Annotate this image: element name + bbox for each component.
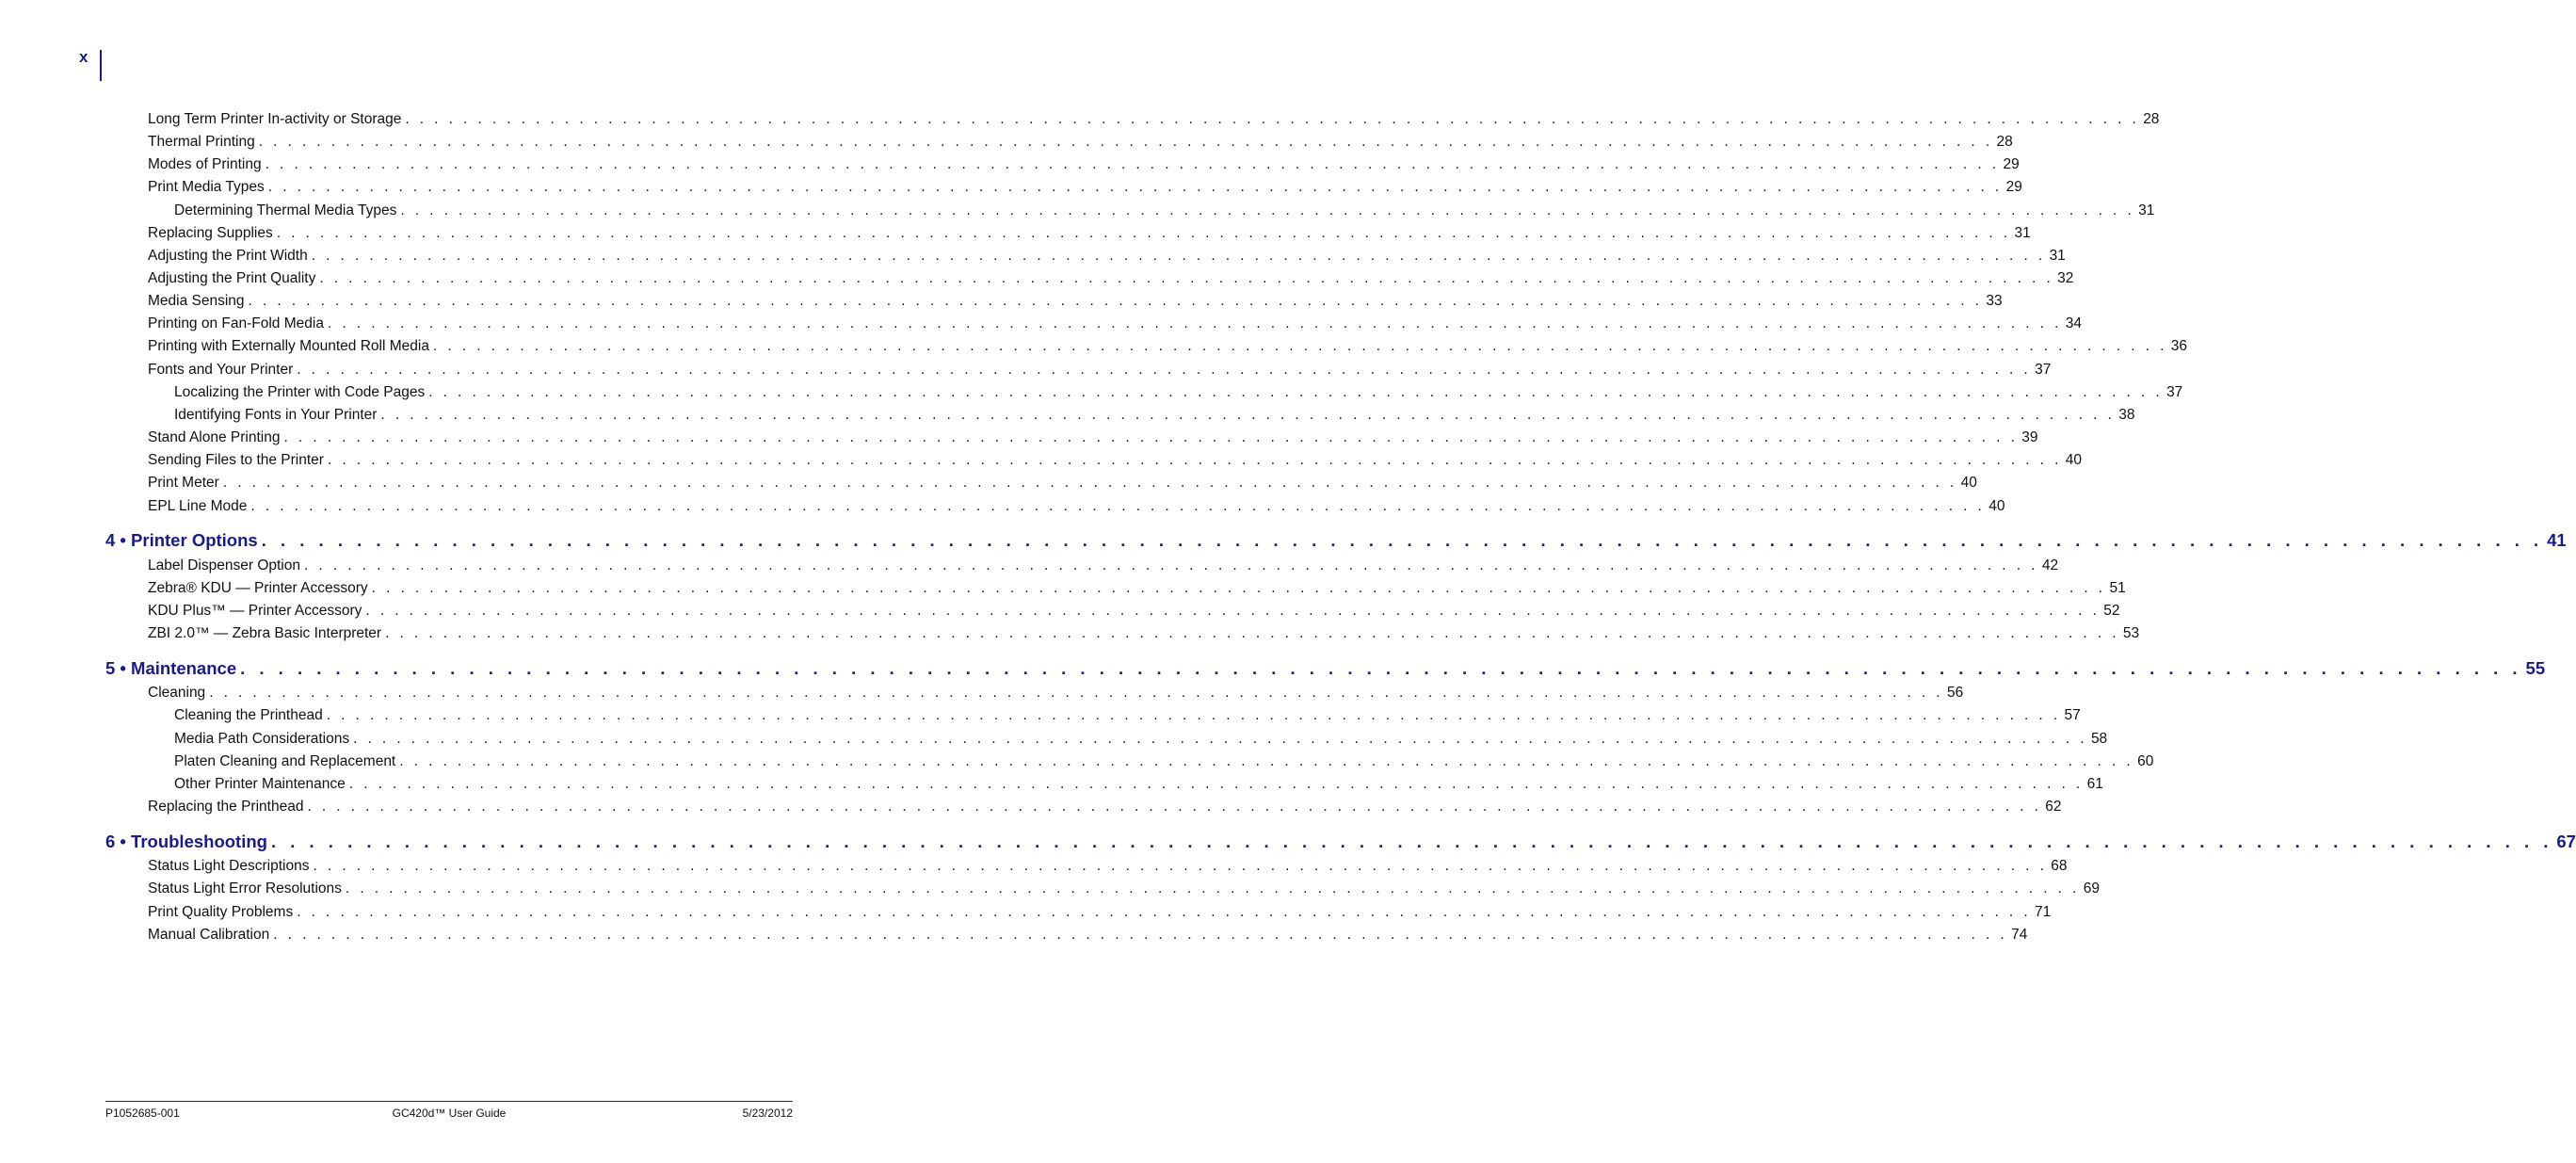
toc-entry[interactable] (148, 315, 2083, 332)
toc-entry-page: 31 (2014, 225, 2031, 241)
toc-entry-page: 38 (2118, 407, 2135, 423)
toc-entry-page: 28 (2143, 111, 2160, 127)
toc-entry-title: Manual Calibration (148, 927, 270, 943)
toc-entry-title: Replacing the Printhead (148, 799, 304, 815)
toc-entry-page: 36 (2170, 338, 2188, 354)
toc-entry-page: 39 (2021, 429, 2038, 445)
toc-entry[interactable] (148, 338, 2188, 355)
toc-dot-leader: . . . . . . . . . . . . . . . . . . . . . . . . . . . . . . . . . . . . . . . . . . . . . . . . . . . . . . . . . . . . . . . . . . . . . . . . . . . . . . . . . . . . . . . . . . . . . . . . . . . . . . . . . . . . . . . . . . . . . . . . (283, 429, 2019, 445)
toc-entry-title: Identifying Fonts in Your Printer (174, 407, 378, 423)
toc-dot-leader: . . . . . . . . . . . . . . . . . . . . . . . . . . . . . . . . . . . . . . . . . . . . . . . . . . . . . . . . . . . . . . . . . . . . . . . . . . . . . . . . . . . . . . . . . . . . . . . . . . . . . . . . . . . . . . . . . . . . . . . . (222, 475, 1957, 491)
toc-entry-page: 34 (2065, 315, 2083, 331)
toc-dot-leader: . . . . . . . . . . . . . . . . . . . . . . . . . . . . . . . . . . . . . . . . . . . . . . . . . . . . . . . . . . . . . . . . . . . . . . . . . . . . . . . . . . . . . . . . . . . . . . . . . . . . . . . . . . . . . . . . . . . . . . . . (248, 293, 1983, 309)
toc-entry-page: 40 (1988, 498, 2005, 514)
toc-entry-title: Status Light Descriptions (148, 858, 310, 874)
toc-chapter-entry[interactable] (105, 658, 2546, 679)
page-number: x (79, 48, 89, 66)
toc-entry-title: Modes of Printing (148, 156, 262, 172)
toc-entry[interactable] (148, 179, 2022, 196)
toc-entry-page: 31 (2138, 202, 2155, 218)
toc-entry[interactable] (148, 799, 2062, 816)
footer-part-number: P1052685-001 (105, 1106, 180, 1120)
toc-entry[interactable] (174, 407, 2135, 424)
toc-entry-page: 37 (2035, 362, 2052, 378)
toc-dot-leader: . . . . . . . . . . . . . . . . . . . . . . . . . . . . . . . . . . . . . . . . . . . . . . . . . . . . . . . . . . . . . . . . . . . . . . . . . . . . . . . . . . . . . . . . . . . . . . . . . . . . . . . . . . . . . . . . . . . . . . . . (250, 498, 1986, 514)
toc-entry-title: Print Media Types (148, 179, 265, 195)
toc-dot-leader: . . . . . . . . . . . . . . . . . . . . . . . . . . . . . . . . . . . . . . . . . . . . . . . . . . . . . . . . . . . . . . . . . . . . . . . . . . . . . . . . . . . . . . . . . . . . . . . . . . . . . . . . . . . . . . . . . . . . . . . . (270, 832, 2553, 851)
toc-entry-title: Localizing the Printer with Code Pages (174, 384, 426, 400)
toc-entry-page: 42 (2041, 557, 2059, 573)
toc-entry[interactable] (148, 498, 2005, 515)
toc-entry[interactable] (148, 270, 2074, 287)
toc-entry[interactable] (148, 475, 1977, 492)
toc-dot-leader: . . . . . . . . . . . . . . . . . . . . . . . . . . . . . . . . . . . . . . . . . . . . . . . . . . . . . . . . . . . . . . . . . . . . . . . . . . . . . . . . . . . . . . . . . . . . . . . . . . . . . . . . . . . . . . . . . . . . . . . . (319, 270, 2054, 286)
toc-dot-leader: . . . . . . . . . . . . . . . . . . . . . . . . . . . . . . . . . . . . . . . . . . . . . . . . . . . . . . . . . . . . . . . . . . . . . . . . . . . . . . . . . . . . . . . . . . . . . . . . . . . . . . . . . . . . . . . . . . . . . . . . (326, 707, 2061, 723)
toc-dot-leader: . . . . . . . . . . . . . . . . . . . . . . . . . . . . . . . . . . . . . . . . . . . . . . . . . . . . . . . . . . . . . . . . . . . . . . . . . . . . . . . . . . . . . . . . . . . . . . . . . . . . . . . . . . . . . . . . . . . . . . . . (261, 530, 2544, 550)
toc-entry-page: 51 (2109, 580, 2126, 596)
toc-entry[interactable] (148, 580, 2126, 597)
toc-entry-page: 61 (2086, 776, 2103, 792)
toc-entry-page: 29 (2003, 156, 2020, 172)
toc-entry-title: KDU Plus™ — Printer Accessory (148, 603, 362, 619)
toc-entry[interactable] (174, 384, 2183, 401)
toc-dot-leader: . . . . . . . . . . . . . . . . . . . . . . . . . . . . . . . . . . . . . . . . . . . . . . . . . . . . . . . . . . . . . . . . . . . . . . . . . . . . . . . . . . . . . . . . . . . . . . . . . . . . . . . . . . . . . . . . . . . . . . . . (348, 776, 2084, 792)
toc-entry-title: Printing with Externally Mounted Roll Media (148, 338, 429, 354)
toc-entry-page: 74 (2011, 927, 2028, 943)
toc-entry-title: Printing on Fan-Fold Media (148, 315, 324, 331)
toc-entry-page: 40 (2065, 452, 2083, 468)
toc-dot-leader: . . . . . . . . . . . . . . . . . . . . . . . . . . . . . . . . . . . . . . . . . . . . . . . . . . . . . . . . . . . . . . . . . . . . . . . . . . . . . . . . . . . . . . . . . . . . . . . . . . . . . . . . . . . . . . . . . . . . . . . . (209, 685, 1944, 701)
toc-entry-page: 57 (2064, 707, 2081, 723)
toc-entry-page: 53 (2122, 625, 2140, 641)
toc-entry-page: 67 (2556, 832, 2576, 851)
page-number-rule (100, 50, 102, 81)
toc-entry-title: Long Term Printer In-activity or Storage (148, 111, 402, 127)
toc-entry[interactable] (148, 293, 2003, 310)
toc-entry-title: Media Path Considerations (174, 731, 350, 747)
toc-entry-title: Cleaning the Printhead (174, 707, 323, 723)
toc-chapter-entry[interactable] (105, 530, 2567, 551)
toc-entry-title: Determining Thermal Media Types (174, 202, 397, 218)
toc-entry-page: 29 (2005, 179, 2022, 195)
toc-dot-leader: . . . . . . . . . . . . . . . . . . . . . . . . . . . . . . . . . . . . . . . . . . . . . . . . . . . . . . . . . . . . . . . . . . . . . . . . . . . . . . . . . . . . . . . . . . . . . . . . . . . . . . . . . . . . . . . . . . . . . . . . (276, 225, 2011, 241)
toc-entry-title: Thermal Printing (148, 134, 255, 150)
toc-entry-title: EPL Line Mode (148, 498, 248, 514)
toc-entry-page: 41 (2547, 530, 2567, 550)
toc-entry[interactable] (174, 202, 2155, 219)
toc-dot-leader: . . . . . . . . . . . . . . . . . . . . . . . . . . . . . . . . . . . . . . . . . . . . . . . . . . . . . . . . . . . . . . . . . . . . . . . . . . . . . . . . . . . . . . . . . . . . . . . . . . . . . . . . . . . . . . . . . . . . . . . . (267, 179, 2003, 195)
toc-dot-leader: . . . . . . . . . . . . . . . . . . . . . . . . . . . . . . . . . . . . . . . . . . . . . . . . . . . . . . . . . . . . . . . . . . . . . . . . . . . . . . . . . . . . . . . . . . . . . . . . . . . . . . . . . . . . . . . . . . . . . . . . (297, 904, 2032, 920)
footer-rule (105, 1101, 793, 1102)
toc-dot-leader: . . . . . . . . . . . . . . . . . . . . . . . . . . . . . . . . . . . . . . . . . . . . . . . . . . . . . . . . . . . . . . . . . . . . . . . . . . . . . . . . . . . . . . . . . . . . . . . . . . . . . . . . . . . . . . . . . . . . . . . . (428, 384, 2164, 400)
toc-entry[interactable] (148, 603, 2120, 620)
toc-entry-page: 62 (2045, 799, 2062, 815)
toc-entry-title: Media Sensing (148, 293, 245, 309)
toc-entry-title: Platen Cleaning and Replacement (174, 753, 396, 769)
toc-entry[interactable] (174, 776, 2103, 793)
toc-entry-page: 37 (2166, 384, 2183, 400)
toc-entry-title: Adjusting the Print Quality (148, 270, 316, 286)
toc-entry[interactable] (148, 880, 2100, 897)
toc-entry-title: Print Quality Problems (148, 904, 294, 920)
toc-entry[interactable] (174, 753, 2154, 770)
toc-entry-page: 31 (2049, 248, 2066, 264)
toc-dot-leader: . . . . . . . . . . . . . . . . . . . . . . . . . . . . . . . . . . . . . . . . . . . . . . . . . . . . . . . . . . . . . . . . . . . . . . . . . . . . . . . . . . . . . . . . . . . . . . . . . . . . . . . . . . . . . . . . . . . . . . . . (399, 753, 2134, 769)
toc-entry-page: 60 (2137, 753, 2154, 769)
toc-entry-title: Fonts and Your Printer (148, 362, 294, 378)
toc-dot-leader: . . . . . . . . . . . . . . . . . . . . . . . . . . . . . . . . . . . . . . . . . . . . . . . . . . . . . . . . . . . . . . . . . . . . . . . . . . . . . . . . . . . . . . . . . . . . . . . . . . . . . . . . . . . . . . . . . . . . . . . . (365, 603, 2101, 619)
toc-dot-leader: . . . . . . . . . . . . . . . . . . . . . . . . . . . . . . . . . . . . . . . . . . . . . . . . . . . . . . . . . . . . . . . . . . . . . . . . . . . . . . . . . . . . . . . . . . . . . . . . . . . . . . . . . . . . . . . . . . . . . . . . (258, 134, 1993, 150)
toc-entry-title: Status Light Error Resolutions (148, 880, 342, 896)
toc-entry[interactable] (148, 557, 2059, 574)
toc-entry-title: Sending Files to the Printer (148, 452, 324, 468)
toc-entry-page: 28 (1996, 134, 2013, 150)
toc-entry[interactable] (148, 111, 2160, 128)
toc-entry[interactable] (148, 625, 2140, 642)
toc-entry[interactable] (148, 248, 2066, 265)
toc-entry-page: 71 (2035, 904, 2052, 920)
toc-entry[interactable] (148, 362, 2052, 379)
toc-dot-leader: . . . . . . . . . . . . . . . . . . . . . . . . . . . . . . . . . . . . . . . . . . . . . . . . . . . . . . . . . . . . . . . . . . . . . . . . . . . . . . . . . . . . . . . . . . . . . . . . . . . . . . . . . . . . . . . . . . . . . . . . (240, 658, 2522, 678)
toc-entry[interactable] (148, 452, 2083, 469)
toc-entry-title: 5 • Maintenance (105, 658, 237, 678)
toc-chapter-entry[interactable] (105, 832, 2576, 852)
toc-dot-leader: . . . . . . . . . . . . . . . . . . . . . . . . . . . . . . . . . . . . . . . . . . . . . . . . . . . . . . . . . . . . . . . . . . . . . . . . . . . . . . . . . . . . . . . . . . . . . . . . . . . . . . . . . . . . . . . . . . . . . . . . (311, 248, 2046, 264)
toc-dot-leader: . . . . . . . . . . . . . . . . . . . . . . . . . . . . . . . . . . . . . . . . . . . . . . . . . . . . . . . . . . . . . . . . . . . . . . . . . . . . . . . . . . . . . . . . . . . . . . . . . . . . . . . . . . . . . . . . . . . . . . . . (304, 557, 2038, 573)
footer-date: 5/23/2012 (742, 1106, 793, 1120)
toc-entry-title: Other Printer Maintenance (174, 776, 346, 792)
toc-entry-title: Zebra® KDU — Printer Accessory (148, 580, 368, 596)
toc-entry-page: 68 (2051, 858, 2068, 874)
toc-entry-title: 4 • Printer Options (105, 530, 258, 550)
toc-dot-leader: . . . . . . . . . . . . . . . . . . . . . . . . . . . . . . . . . . . . . . . . . . . . . . . . . . . . . . . . . . . . . . . . . . . . . . . . . . . . . . . . . . . . . . . . . . . . . . . . . . . . . . . . . . . . . . . . . . . . . . . . (297, 362, 2032, 378)
toc-dot-leader: . . . . . . . . . . . . . . . . . . . . . . . . . . . . . . . . . . . . . . . . . . . . . . . . . . . . . . . . . . . . . . . . . . . . . . . . . . . . . . . . . . . . . . . . . . . . . . . . . . . . . . . . . . . . . . . . . . . . . . . . (380, 407, 2116, 423)
toc-entry[interactable] (148, 134, 2013, 151)
toc-entry-title: Cleaning (148, 685, 206, 701)
toc-entry-page: 32 (2057, 270, 2074, 286)
toc-dot-leader: . . . . . . . . . . . . . . . . . . . . . . . . . . . . . . . . . . . . . . . . . . . . . . . . . . . . . . . . . . . . . . . . . . . . . . . . . . . . . . . . . . . . . . . . . . . . . . . . . . . . . . . . . . . . . . . . . . . . . . . . (400, 202, 2135, 218)
toc-dot-leader: . . . . . . . . . . . . . . . . . . . . . . . . . . . . . . . . . . . . . . . . . . . . . . . . . . . . . . . . . . . . . . . . . . . . . . . . . . . . . . . . . . . . . . . . . . . . . . . . . . . . . . . . . . . . . . . . . . . . . . . . (327, 315, 2062, 331)
toc-entry[interactable] (148, 927, 2028, 944)
toc-entry-title: Label Dispenser Option (148, 557, 300, 573)
toc-dot-leader: . . . . . . . . . . . . . . . . . . . . . . . . . . . . . . . . . . . . . . . . . . . . . . . . . . . . . . . . . . . . . . . . . . . . . . . . . . . . . . . . . . . . . . . . . . . . . . . . . . . . . . . . . . . . . . . . . . . . . . . . (385, 625, 2119, 641)
toc-dot-leader: . . . . . . . . . . . . . . . . . . . . . . . . . . . . . . . . . . . . . . . . . . . . . . . . . . . . . . . . . . . . . . . . . . . . . . . . . . . . . . . . . . . . . . . . . . . . . . . . . . . . . . . . . . . . . . . . . . . . . . . . (371, 580, 2106, 596)
toc-entry[interactable] (148, 685, 1964, 702)
toc-dot-leader: . . . . . . . . . . . . . . . . . . . . . . . . . . . . . . . . . . . . . . . . . . . . . . . . . . . . . . . . . . . . . . . . . . . . . . . . . . . . . . . . . . . . . . . . . . . . . . . . . . . . . . . . . . . . . . . . . . . . . . . . (273, 927, 2008, 943)
toc-entry-page: 55 (2525, 658, 2546, 678)
toc-dot-leader: . . . . . . . . . . . . . . . . . . . . . . . . . . . . . . . . . . . . . . . . . . . . . . . . . . . . . . . . . . . . . . . . . . . . . . . . . . . . . . . . . . . . . . . . . . . . . . . . . . . . . . . . . . . . . . . . . . . . . . . . (432, 338, 2167, 354)
toc-dot-leader: . . . . . . . . . . . . . . . . . . . . . . . . . . . . . . . . . . . . . . . . . . . . . . . . . . . . . . . . . . . . . . . . . . . . . . . . . . . . . . . . . . . . . . . . . . . . . . . . . . . . . . . . . . . . . . . . . . . . . . . . (345, 880, 2080, 896)
toc-entry[interactable] (148, 904, 2052, 921)
toc-entry-title: 6 • Troubleshooting (105, 832, 267, 851)
toc-entry-page: 56 (1947, 685, 1964, 701)
toc-entry-title: Print Meter (148, 475, 219, 491)
toc-entry[interactable] (148, 225, 2031, 242)
toc-entry-page: 52 (2103, 603, 2120, 619)
toc-entry-page: 33 (1986, 293, 2003, 309)
toc-entry-title: ZBI 2.0™ — Zebra Basic Interpreter (148, 625, 382, 641)
toc-entry-page: 40 (1960, 475, 1977, 491)
toc-dot-leader: . . . . . . . . . . . . . . . . . . . . . . . . . . . . . . . . . . . . . . . . . . . . . . . . . . . . . . . . . . . . . . . . . . . . . . . . . . . . . . . . . . . . . . . . . . . . . . . . . . . . . . . . . . . . . . . . . . . . . . . . (405, 111, 2140, 127)
toc-entry-title: Replacing Supplies (148, 225, 273, 241)
toc-entry-title: Stand Alone Printing (148, 429, 281, 445)
toc-entry[interactable] (148, 429, 2038, 446)
toc-entry-title: Adjusting the Print Width (148, 248, 308, 264)
toc-dot-leader: . . . . . . . . . . . . . . . . . . . . . . . . . . . . . . . . . . . . . . . . . . . . . . . . . . . . . . . . . . . . . . . . . . . . . . . . . . . . . . . . . . . . . . . . . . . . . . . . . . . . . . . . . . . . . . . . . . . . . . . . (327, 452, 2062, 468)
toc-entry-page: 58 (2090, 731, 2108, 747)
toc-dot-leader: . . . . . . . . . . . . . . . . . . . . . . . . . . . . . . . . . . . . . . . . . . . . . . . . . . . . . . . . . . . . . . . . . . . . . . . . . . . . . . . . . . . . . . . . . . . . . . . . . . . . . . . . . . . . . . . . . . . . . . . . (353, 731, 2087, 747)
footer-guide-title: GC420d™ User Guide (392, 1106, 507, 1120)
toc-entry[interactable] (174, 731, 2108, 748)
toc-dot-leader: . . . . . . . . . . . . . . . . . . . . . . . . . . . . . . . . . . . . . . . . . . . . . . . . . . . . . . . . . . . . . . . . . . . . . . . . . . . . . . . . . . . . . . . . . . . . . . . . . . . . . . . . . . . . . . . . . . . . . . . . (307, 799, 2042, 815)
toc-entry[interactable] (174, 707, 2081, 724)
toc-entry-page: 69 (2083, 880, 2100, 896)
toc-entry[interactable] (148, 858, 2068, 875)
toc-dot-leader: . . . . . . . . . . . . . . . . . . . . . . . . . . . . . . . . . . . . . . . . . . . . . . . . . . . . . . . . . . . . . . . . . . . . . . . . . . . . . . . . . . . . . . . . . . . . . . . . . . . . . . . . . . . . . . . . . . . . . . . . (313, 858, 2048, 874)
toc-dot-leader: . . . . . . . . . . . . . . . . . . . . . . . . . . . . . . . . . . . . . . . . . . . . . . . . . . . . . . . . . . . . . . . . . . . . . . . . . . . . . . . . . . . . . . . . . . . . . . . . . . . . . . . . . . . . . . . . . . . . . . . . (265, 156, 2000, 172)
toc-entry[interactable] (148, 156, 2020, 173)
